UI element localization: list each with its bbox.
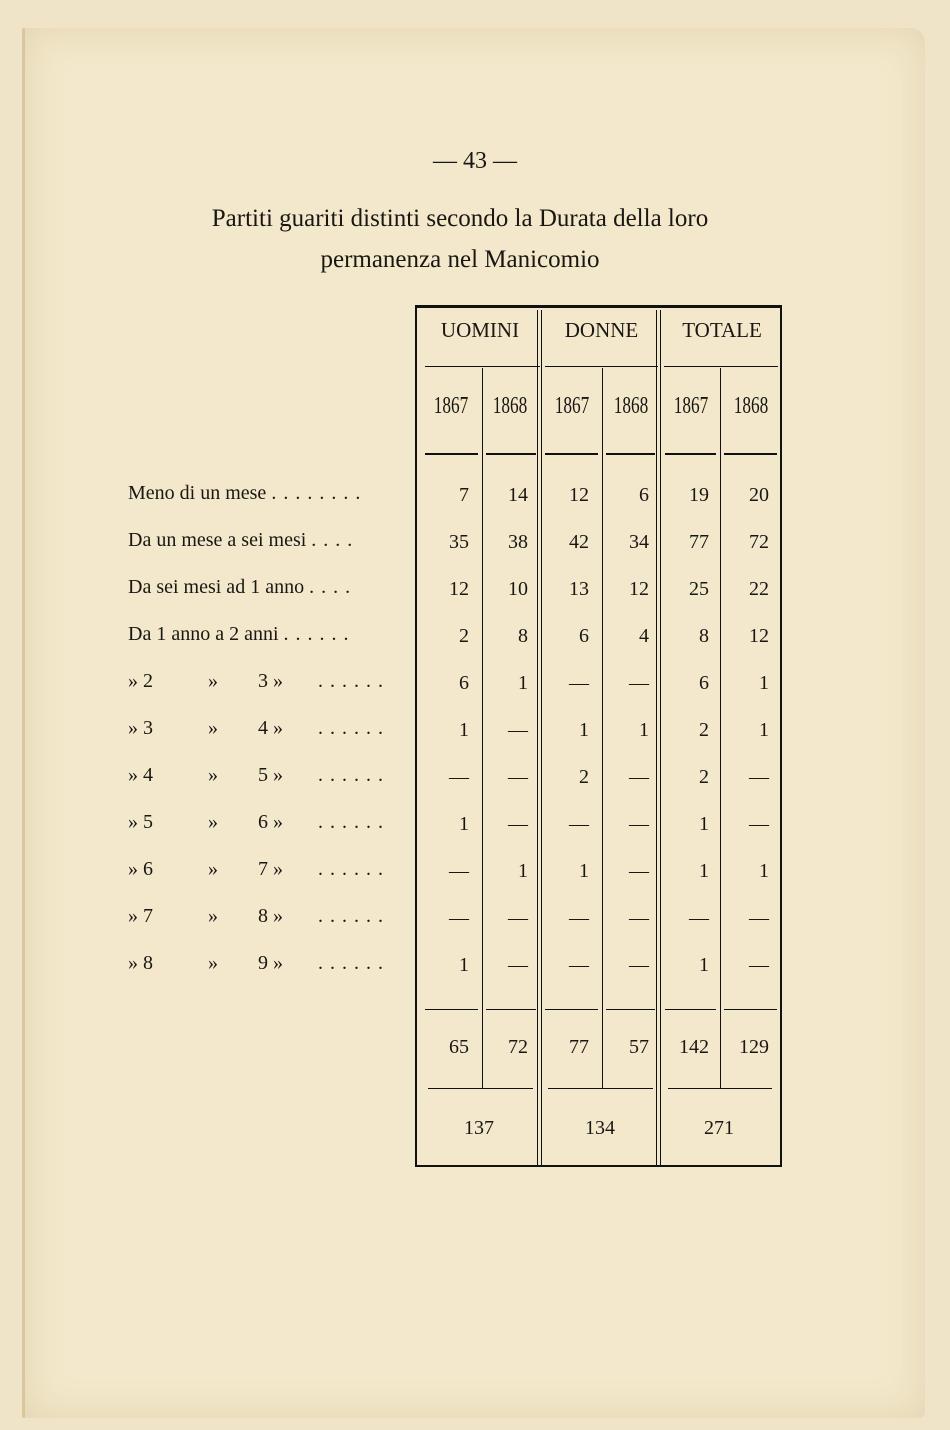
total-cell: 57 xyxy=(629,1036,649,1058)
group-divider-0-0 xyxy=(537,310,538,1165)
row-label xyxy=(128,529,413,552)
row-label-part: » 8 xyxy=(128,952,153,974)
table-cell: — xyxy=(569,672,589,694)
leader-dots: . . . . . . xyxy=(318,952,384,974)
table-cell: 8 xyxy=(699,625,709,647)
table-cell: 42 xyxy=(569,531,589,553)
row-label-part: » 6 xyxy=(128,858,153,880)
table-cell: — xyxy=(569,813,589,835)
table-cell: 1 xyxy=(579,860,589,882)
leader-dots: . . . . . . xyxy=(318,717,384,739)
row-label-text: Da un mese a sei mesi xyxy=(128,529,312,551)
row-label-text: Da sei mesi ad 1 anno xyxy=(128,576,310,598)
table-cell: 6 xyxy=(639,484,649,506)
table-cell: — xyxy=(749,907,769,929)
row-label-part: » xyxy=(208,764,218,786)
row-label-part: » xyxy=(208,811,218,833)
brace-rule-1 xyxy=(548,1088,653,1089)
leader-dots: . . . . . . xyxy=(283,623,350,645)
table-cell: 12 xyxy=(569,484,589,506)
row-label xyxy=(128,764,413,787)
table-cell: — xyxy=(689,907,709,929)
row-label-part: 4 » xyxy=(258,717,283,739)
table-cell: 6 xyxy=(459,672,469,694)
total-cell: 129 xyxy=(739,1036,769,1058)
row-label-part: » xyxy=(208,905,218,927)
table-cell: — xyxy=(508,813,528,835)
table-cell: 1 xyxy=(759,860,769,882)
row-label-part: » xyxy=(208,858,218,880)
total-rule-3 xyxy=(606,1009,655,1010)
table-cell: — xyxy=(449,907,469,929)
row-label-part: » xyxy=(208,670,218,692)
row-label-part: » 3 xyxy=(128,717,153,739)
table-cell: — xyxy=(629,672,649,694)
table-cell: — xyxy=(508,907,528,929)
year-header: 1868 xyxy=(613,393,649,419)
table-cell: 1 xyxy=(699,954,709,976)
table-cell: 1 xyxy=(459,719,469,741)
year-header: 1868 xyxy=(492,393,528,419)
brace-rule-0 xyxy=(428,1088,533,1089)
total-rule-0 xyxy=(425,1009,478,1010)
table-cell: — xyxy=(508,954,528,976)
group-rule-donne xyxy=(545,366,658,367)
year-divider-1 xyxy=(602,368,603,1088)
total-cell: 65 xyxy=(449,1036,469,1058)
table-cell: — xyxy=(629,813,649,835)
row-label-part: 5 » xyxy=(258,764,283,786)
table-cell: 4 xyxy=(639,625,649,647)
table-cell: 25 xyxy=(689,578,709,600)
table-cell: — xyxy=(508,719,528,741)
row-label xyxy=(128,623,413,646)
total-rule-2 xyxy=(545,1009,598,1010)
table-cell: 6 xyxy=(699,672,709,694)
total-cell: 72 xyxy=(508,1036,528,1058)
year-underline-1 xyxy=(486,453,536,455)
total-rule-1 xyxy=(486,1009,536,1010)
row-label xyxy=(128,952,413,975)
total-rule-5 xyxy=(724,1009,777,1010)
table-cell: — xyxy=(749,954,769,976)
table-cell: — xyxy=(629,766,649,788)
year-underline-3 xyxy=(606,453,655,455)
leader-dots: . . . . . . xyxy=(318,764,384,786)
table-cell: — xyxy=(629,860,649,882)
row-label-part: » xyxy=(208,717,218,739)
table-cell: 1 xyxy=(518,860,528,882)
row-label-text: Da 1 anno a 2 anni xyxy=(128,623,284,645)
leader-dots: . . . . xyxy=(311,529,354,551)
table-cell: 1 xyxy=(518,672,528,694)
total-rule-4 xyxy=(665,1009,716,1010)
table-cell: 38 xyxy=(508,531,528,553)
table-cell: — xyxy=(508,766,528,788)
title-line-1: Partiti guariti distinti secondo la Durata della loro xyxy=(211,205,709,232)
row-label xyxy=(128,717,413,740)
year-header: 1867 xyxy=(554,393,590,419)
table-cell: 2 xyxy=(579,766,589,788)
leader-dots: . . . . . . . . xyxy=(271,482,362,504)
group-divider-0-1 xyxy=(541,310,542,1165)
leader-dots: . . . . . . xyxy=(318,858,384,880)
row-label xyxy=(128,670,413,693)
total-cell: 77 xyxy=(569,1036,589,1058)
table-cell: 7 xyxy=(459,484,469,506)
table-title xyxy=(100,198,820,280)
table-cell: 77 xyxy=(689,531,709,553)
brace-rule-2 xyxy=(668,1088,772,1089)
table-cell: 22 xyxy=(749,578,769,600)
table-cell: — xyxy=(629,907,649,929)
group-rule-totale xyxy=(664,366,778,367)
table-cell: 2 xyxy=(459,625,469,647)
year-divider-2 xyxy=(720,368,721,1088)
table-cell: 34 xyxy=(629,531,649,553)
table-cell: — xyxy=(749,766,769,788)
table-cell: — xyxy=(569,954,589,976)
year-divider-0 xyxy=(482,368,483,1088)
grand-total-cell: 271 xyxy=(704,1117,734,1139)
table-cell: — xyxy=(449,766,469,788)
year-header: 1868 xyxy=(733,393,769,419)
table-cell: 1 xyxy=(759,672,769,694)
row-label-text: Meno di un mese xyxy=(128,482,272,504)
year-underline-4 xyxy=(665,453,716,455)
table-cell: 14 xyxy=(508,484,528,506)
group-divider-1-0 xyxy=(656,310,657,1165)
row-label xyxy=(128,811,413,834)
year-underline-2 xyxy=(545,453,598,455)
table-cell: 6 xyxy=(579,625,589,647)
table-cell: 19 xyxy=(689,484,709,506)
year-header: 1867 xyxy=(433,393,469,419)
table-cell: 1 xyxy=(639,719,649,741)
year-underline-5 xyxy=(724,453,777,455)
page-number: — 43 — xyxy=(433,148,517,174)
table-cell: 1 xyxy=(699,860,709,882)
row-label-part: 8 » xyxy=(258,905,283,927)
row-label xyxy=(128,482,413,505)
table-cell: — xyxy=(749,813,769,835)
row-label xyxy=(128,858,413,881)
row-label-part: » 5 xyxy=(128,811,153,833)
row-label-part: » 4 xyxy=(128,764,153,786)
table-cell: 20 xyxy=(749,484,769,506)
table-cell: — xyxy=(569,907,589,929)
group-header-donne: DONNE xyxy=(564,318,639,342)
table-cell: 8 xyxy=(518,625,528,647)
row-label-part: 9 » xyxy=(258,952,283,974)
year-header: 1867 xyxy=(673,393,709,419)
group-divider-1-1 xyxy=(660,310,661,1165)
table-cell: 13 xyxy=(569,578,589,600)
table-cell: 1 xyxy=(579,719,589,741)
table-cell: — xyxy=(449,860,469,882)
total-cell: 142 xyxy=(679,1036,709,1058)
table-cell: 1 xyxy=(459,954,469,976)
row-label-part: » 2 xyxy=(128,670,153,692)
table-cell: 1 xyxy=(459,813,469,835)
table-cell: 1 xyxy=(759,719,769,741)
leader-dots: . . . . xyxy=(309,576,352,598)
table-cell: 1 xyxy=(699,813,709,835)
group-rule-uomini xyxy=(425,366,540,367)
grand-total-cell: 134 xyxy=(585,1117,615,1139)
table-cell: 35 xyxy=(449,531,469,553)
table-cell: 2 xyxy=(699,766,709,788)
table-cell: 12 xyxy=(629,578,649,600)
table-cell: 72 xyxy=(749,531,769,553)
group-header-uomini: UOMINI xyxy=(440,318,520,342)
group-header-totale: TOTALE xyxy=(682,318,762,342)
row-label xyxy=(128,905,413,928)
table-cell: 2 xyxy=(699,719,709,741)
row-label-part: 6 » xyxy=(258,811,283,833)
leader-dots: . . . . . . xyxy=(318,670,384,692)
row-label-part: » xyxy=(208,952,218,974)
table-cell: 10 xyxy=(508,578,528,600)
title-line-2: permanenza nel Manicomio xyxy=(320,246,600,273)
row-label xyxy=(128,576,413,599)
table-cell: 12 xyxy=(449,578,469,600)
row-label-part: » 7 xyxy=(128,905,153,927)
year-underline-0 xyxy=(425,453,478,455)
row-label-part: 3 » xyxy=(258,670,283,692)
grand-total-cell: 137 xyxy=(464,1117,494,1139)
row-label-part: 7 » xyxy=(258,858,283,880)
table-cell: 12 xyxy=(749,625,769,647)
table-cell: — xyxy=(629,954,649,976)
leader-dots: . . . . . . xyxy=(318,811,384,833)
leader-dots: . . . . . . xyxy=(318,905,384,927)
